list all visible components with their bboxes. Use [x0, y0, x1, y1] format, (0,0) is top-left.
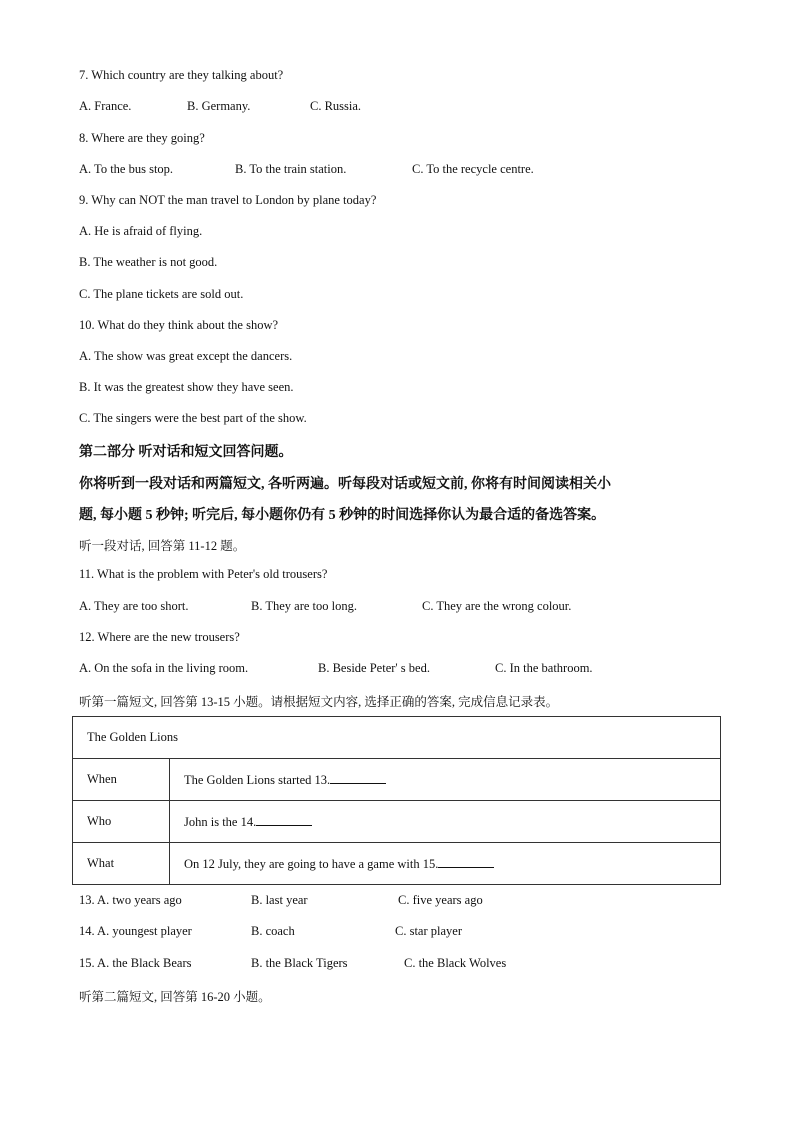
q8-option-a: A. To the bus stop.: [79, 162, 174, 176]
answer-blank-13[interactable]: [330, 772, 386, 784]
q15-option-c: C. the Black Wolves: [404, 956, 507, 970]
q14-option-b: B. coach: [251, 924, 295, 938]
row-content-when: [170, 759, 721, 801]
question-8: 8. Where are they going?: [79, 131, 205, 145]
answer-blank-15[interactable]: [438, 856, 494, 868]
q9-option-a: A. He is afraid of flying.: [79, 224, 203, 238]
q10-option-b: B. It was the greatest show they have seen.: [79, 380, 294, 394]
q12-option-b: B. Beside Peter' s bed.: [318, 661, 430, 675]
table-row: [73, 843, 721, 885]
question-9: 9. Why can NOT the man travel to London by plane today?: [79, 193, 377, 207]
q13-option-b: B. last year: [251, 893, 308, 907]
answer-blank-14[interactable]: [256, 814, 312, 826]
q12-option-c: C. In the bathroom.: [495, 661, 593, 675]
q10-option-c: C. The singers were the best part of the show.: [79, 411, 307, 425]
dialog-intro: 听一段对话, 回答第 11-12 题。: [79, 539, 246, 553]
question-7: 7. Which country are they talking about?: [79, 68, 284, 82]
table-title-row: [73, 717, 721, 759]
question-12: 12. Where are the new trousers?: [79, 630, 240, 644]
row-text: John is the 14.: [184, 814, 257, 829]
row-label-who: Who: [73, 801, 170, 843]
q9-option-c: C. The plane tickets are sold out.: [79, 287, 244, 301]
row-content-who: [170, 801, 721, 843]
table-row: [73, 759, 721, 801]
row-text: The Golden Lions started 13.: [184, 772, 331, 787]
row-label-what: What: [73, 843, 170, 885]
q13-option-a: 13. A. two years ago: [79, 893, 182, 907]
q14-option-a: 14. A. youngest player: [79, 924, 192, 938]
q11-option-b: B. They are too long.: [251, 599, 357, 613]
q12-option-a: A. On the sofa in the living room.: [79, 661, 249, 675]
q7-option-a: A. France.: [79, 99, 132, 113]
q7-option-c: C. Russia.: [310, 99, 362, 113]
instructions-line-1: 你将听到一段对话和两篇短文, 各听两遍。听每段对话或短文前, 你将有时间阅读相关小: [79, 477, 611, 492]
q15-option-a: 15. A. the Black Bears: [79, 956, 192, 970]
q8-option-c: C. To the recycle centre.: [412, 162, 534, 176]
q13-option-c: C. five years ago: [398, 893, 483, 907]
q11-option-a: A. They are too short.: [79, 599, 189, 613]
q14-option-c: C. star player: [395, 924, 462, 938]
table-row: [73, 801, 721, 843]
row-content-what: [170, 843, 721, 885]
passage1-intro: 听第一篇短文, 回答第 13-15 小题。请根据短文内容, 选择正确的答案, 完成信息记录表。: [79, 695, 559, 709]
q15-option-b: B. the Black Tigers: [251, 956, 348, 970]
section-title: 第二部分 听对话和短文回答问题。: [79, 445, 293, 460]
question-10: 10. What do they think about the show?: [79, 318, 279, 332]
q8-option-b: B. To the train station.: [235, 162, 347, 176]
passage2-intro: 听第二篇短文, 回答第 16-20 小题。: [79, 990, 271, 1004]
q9-option-b: B. The weather is not good.: [79, 255, 218, 269]
info-record-table: [72, 716, 721, 885]
instructions-line-2: 题, 每小题 5 秒钟; 听完后, 每小题你仍有 5 秒钟的时间选择你认为最合适的备选答案。: [79, 508, 606, 523]
q10-option-a: A. The show was great except the dancers.: [79, 349, 293, 363]
table-title: The Golden Lions: [73, 717, 721, 759]
q11-option-c: C. They are the wrong colour.: [422, 599, 572, 613]
row-label-when: When: [73, 759, 170, 801]
q7-option-b: B. Germany.: [187, 99, 251, 113]
row-text: On 12 July, they are going to have a game with 15.: [184, 856, 439, 871]
question-11: 11. What is the problem with Peter's old trousers?: [79, 567, 328, 581]
